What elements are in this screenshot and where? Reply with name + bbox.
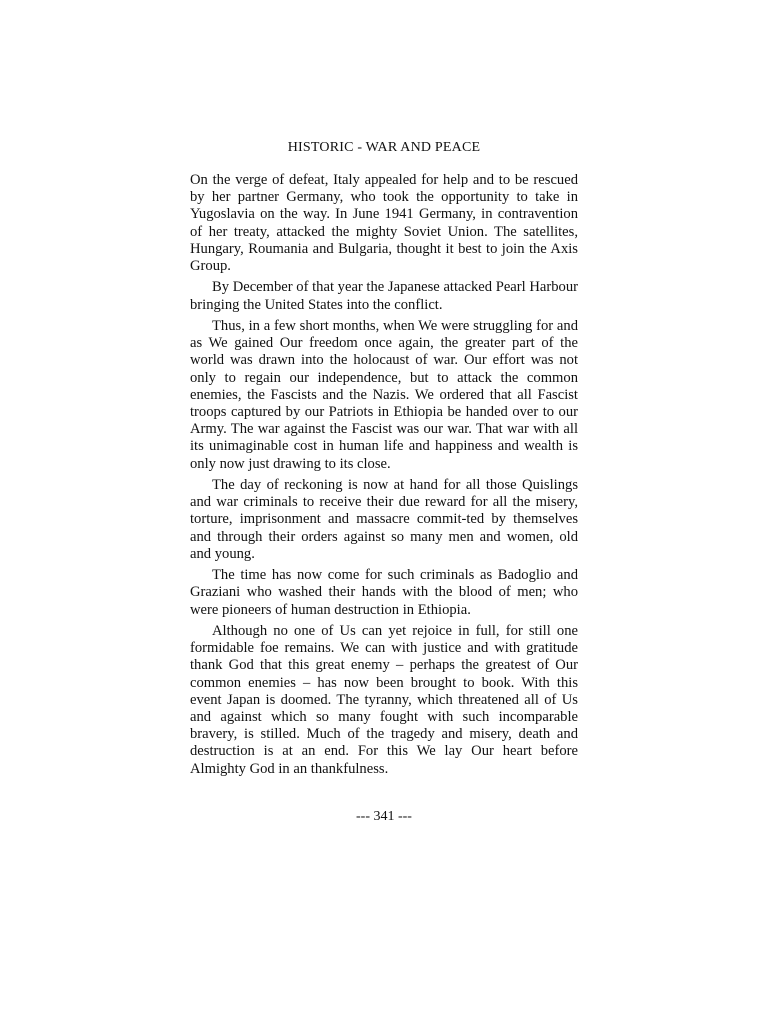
page-number: --- 341 --- — [356, 809, 412, 824]
paragraph-6: Although no one of Us can yet rejoice in full, for still one formidable foe remains. We can with justice and with gratitude thank God that this great enemy – perhaps the greatest of Our common enemies – has now been brought to book. With this event Japan is doomed. The tyranny, which threatened all of Us and against which so many fought with such incomparable bravery, is stilled. Much of the tragedy and misery, death and destruction is at an end. For this We lay Our heart before Almighty God in an thankfulness. — [190, 623, 578, 777]
paragraph-1: On the verge of defeat, Italy appealed for help and to be rescued by her partner Germany, who took the opportunity to take in Yugoslavia on the way. In June 1941 Germany, in contravention of her treaty, attacked the mighty Soviet Union. The satellites, Hungary, Roumania and Bulgaria, thought it best to join the Axis Group. — [190, 172, 578, 275]
paragraph-3: Thus, in a few short months, when We were struggling for and as We gained Our freedom once again, the greater part of the world was drawn into the holocaust of war. Our effort was not only to regain our independence, but to attack the common enemies, the Fascists and the Nazis. We ordered that all Fascist troops captured by our Patriots in Ethiopia be handed over to our Army. The war against the Fascist was our war. That war with all its unimaginable cost in human life and happiness and wealth is only now just drawing to its close. — [190, 318, 578, 472]
body-text — [190, 172, 578, 782]
paragraph-4: The day of reckoning is now at hand for all those Quislings and war criminals to receive their due reward for all the misery, torture, imprisonment and massacre commit-ted by themselves and through their orders against so many men and women, old and young. — [190, 477, 578, 562]
paragraph-2: By December of that year the Japanese attacked Pearl Harbour bringing the United States into the conflict. — [190, 279, 578, 313]
paragraph-5: The time has now come for such criminals as Badoglio and Graziani who washed their hands with the blood of men; who were pioneers of human destruction in Ethiopia. — [190, 567, 578, 618]
running-head: HISTORIC - WAR AND PEACE — [287, 140, 481, 155]
